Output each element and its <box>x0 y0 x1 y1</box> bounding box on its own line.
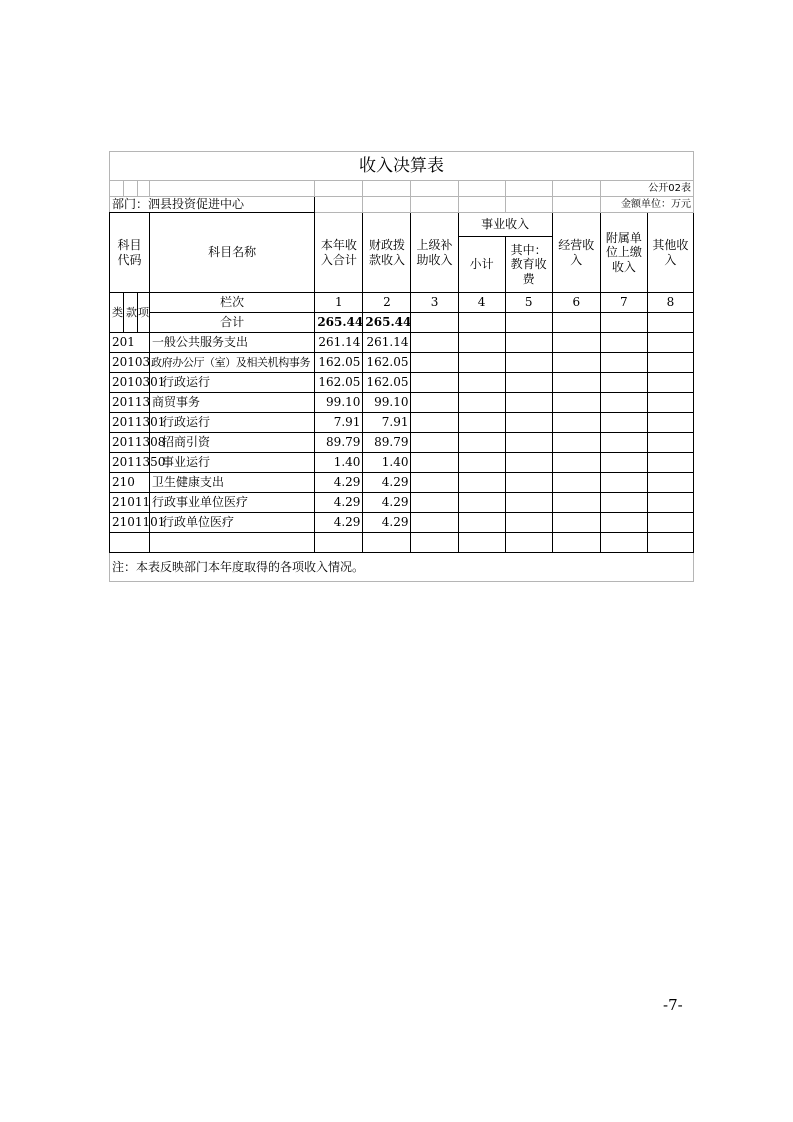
amount-unit: 金额单位：万元 <box>600 197 693 213</box>
form-number: 公开02表 <box>600 181 693 197</box>
column-number: 6 <box>552 293 600 313</box>
row-fiscal: 162.05 <box>363 353 411 373</box>
total-row-label: 合计 <box>150 313 315 333</box>
row-code: 2011350 <box>110 453 150 473</box>
row-code: 2101101 <box>110 513 150 533</box>
table-row <box>110 493 694 513</box>
column-number: 5 <box>505 293 552 313</box>
row-name: 政府办公厅（室）及相关机构事务 <box>150 353 315 373</box>
header-fiscal-appropriation: 财政拨款收入 <box>363 213 411 293</box>
row-total: 99.10 <box>315 393 363 413</box>
row-total: 4.29 <box>315 493 363 513</box>
row-name: 卫生健康支出 <box>150 473 315 493</box>
row-total: 7.91 <box>315 413 363 433</box>
row-code: 2011308 <box>110 433 150 453</box>
header-subject-name: 科目名称 <box>150 213 315 293</box>
row-code: 201 <box>110 333 150 353</box>
header-education-fees: 其中：教育收费 <box>505 237 552 293</box>
header-kuan: 款 <box>124 293 138 333</box>
header-business-income: 事业收入 <box>458 213 552 237</box>
row-code: 20103 <box>110 353 150 373</box>
page-number: -7- <box>663 996 683 1014</box>
total-row-fiscal: 265.44 <box>363 313 411 333</box>
table-note: 注：本表反映部门本年度取得的各项收入情况。 <box>110 553 694 582</box>
table-row <box>110 333 694 353</box>
table-row <box>110 513 694 533</box>
column-number: 8 <box>647 293 693 313</box>
table-row <box>110 433 694 453</box>
header-affiliated-income: 附属单位上缴收入 <box>600 213 647 293</box>
column-number: 1 <box>315 293 363 313</box>
header-lei: 类 <box>110 293 124 333</box>
row-total: 261.14 <box>315 333 363 353</box>
row-fiscal: 99.10 <box>363 393 411 413</box>
table-row <box>110 473 694 493</box>
table-row-empty <box>110 533 694 553</box>
row-code: 2011301 <box>110 413 150 433</box>
header-row-number: 栏次 <box>150 293 315 313</box>
header-total-income: 本年收入合计 <box>315 213 363 293</box>
row-fiscal: 89.79 <box>363 433 411 453</box>
row-name: 商贸事务 <box>150 393 315 413</box>
header-operating-income: 经营收入 <box>552 213 600 293</box>
table-row <box>110 393 694 413</box>
row-name: 一般公共服务支出 <box>150 333 315 353</box>
row-fiscal: 4.29 <box>363 513 411 533</box>
row-fiscal: 1.40 <box>363 453 411 473</box>
column-number: 2 <box>363 293 411 313</box>
header-upper-subsidy: 上级补助收入 <box>411 213 458 293</box>
row-code: 21011 <box>110 493 150 513</box>
department-label: 部门：泗县投资促进中心 <box>110 197 315 213</box>
row-name: 招商引资 <box>150 433 315 453</box>
row-code: 210 <box>110 473 150 493</box>
header-subject-code: 科目代码 <box>110 213 150 293</box>
row-name: 行政事业单位医疗 <box>150 493 315 513</box>
row-total: 162.05 <box>315 353 363 373</box>
row-fiscal: 4.29 <box>363 493 411 513</box>
column-number: 3 <box>411 293 458 313</box>
income-final-accounts-table <box>109 151 694 582</box>
table-row <box>110 353 694 373</box>
header-subtotal: 小计 <box>458 237 505 293</box>
header-other-income: 其他收入 <box>647 213 693 293</box>
table-row <box>110 413 694 433</box>
table-row <box>110 453 694 473</box>
row-name: 行政运行 <box>150 373 315 393</box>
row-total: 4.29 <box>315 513 363 533</box>
header-xiang: 项 <box>138 293 150 333</box>
row-fiscal: 261.14 <box>363 333 411 353</box>
total-row-total: 265.44 <box>315 313 363 333</box>
table-title: 收入决算表 <box>110 152 694 181</box>
row-fiscal: 7.91 <box>363 413 411 433</box>
row-total: 1.40 <box>315 453 363 473</box>
row-fiscal: 162.05 <box>363 373 411 393</box>
row-name: 行政运行 <box>150 413 315 433</box>
row-name: 事业运行 <box>150 453 315 473</box>
column-number: 4 <box>458 293 505 313</box>
row-total: 89.79 <box>315 433 363 453</box>
row-total: 4.29 <box>315 473 363 493</box>
row-code: 2010301 <box>110 373 150 393</box>
row-name: 行政单位医疗 <box>150 513 315 533</box>
row-code: 20113 <box>110 393 150 413</box>
row-total: 162.05 <box>315 373 363 393</box>
table-row <box>110 373 694 393</box>
row-fiscal: 4.29 <box>363 473 411 493</box>
column-number: 7 <box>600 293 647 313</box>
